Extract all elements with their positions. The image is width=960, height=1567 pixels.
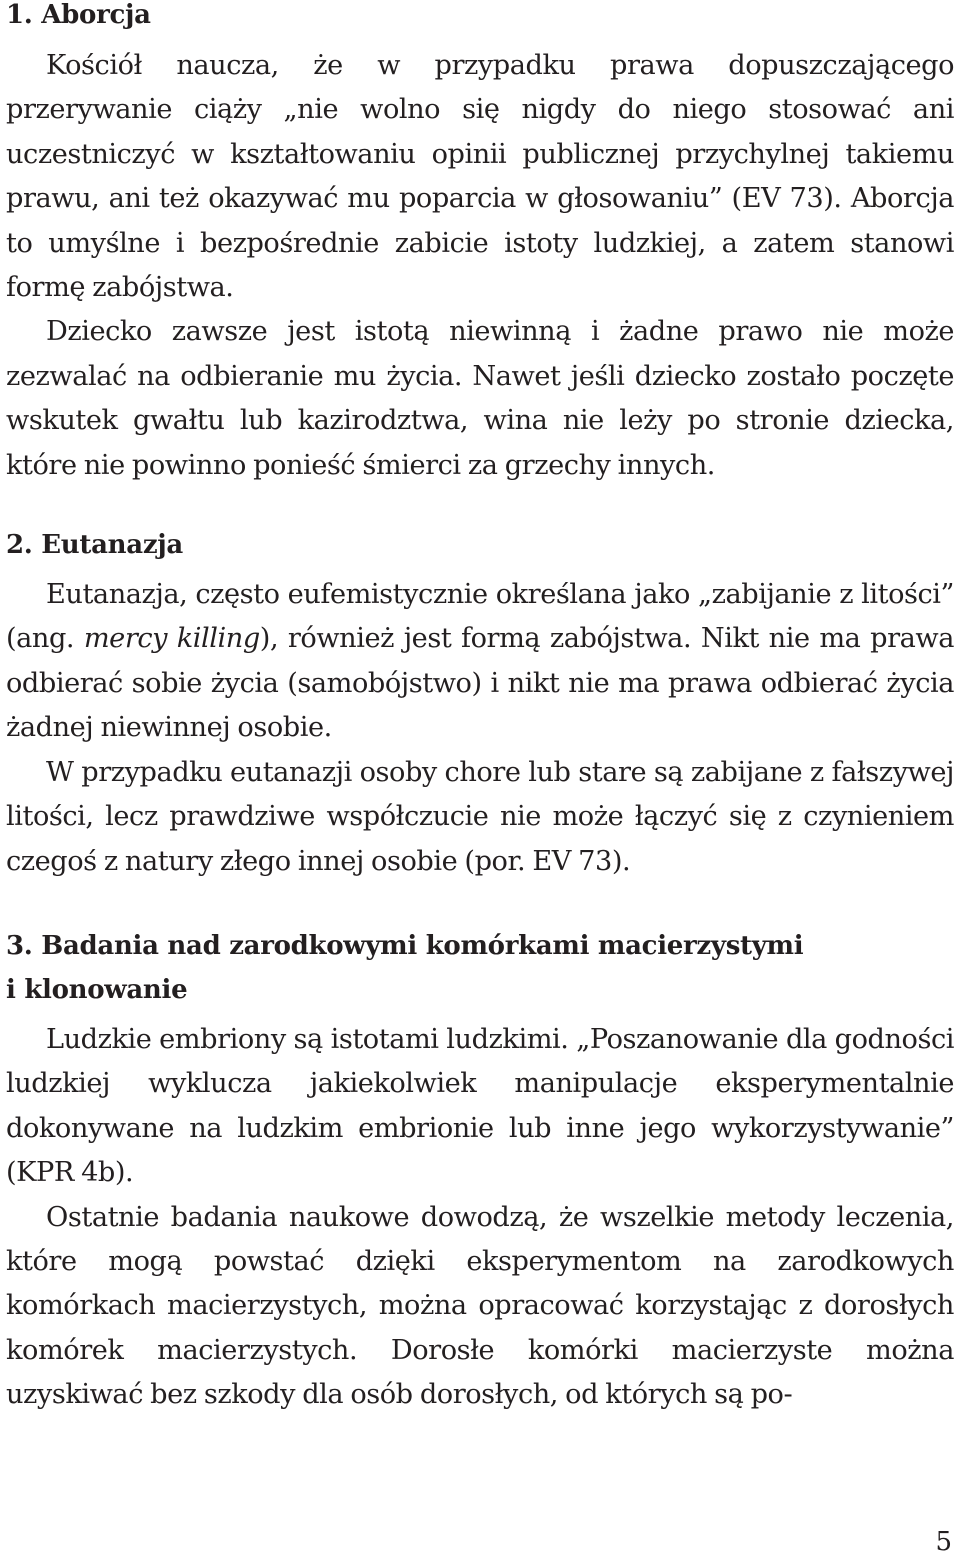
- paragraph-text: ), również jest formą zabójstwa. Nikt nie ma prawa odbierać sobie życia (samobójstwo) i nikt nie ma prawa odbierać życia żadnej niewinnej osobie.: [6, 623, 954, 744]
- italic-term: mercy killing: [83, 623, 260, 655]
- paragraph: Ostatnie badania naukowe dowodzą, że wszelkie metody leczenia, które mogą powstać dzięki eksperymentom na zarodkowych komórkach macierzystych, można opracować korzystając z dorosłych komórek macierzystych. Dorosłe komórki macierzyste można uzyskiwać bez szkody dla osób dorosłych, od których są po-: [6, 1201, 954, 1411]
- section-body-euthanasia: [6, 573, 954, 884]
- paragraph: Ludzkie embriony są istotami ludzkimi. „Poszanowanie dla godności ludzkiej wyklucza jakiekolwiek manipulacje eksperymentalnie dokonywane na ludzkim embrionie lub inne jego wykorzystywanie” (KPR 4b).: [6, 1023, 954, 1189]
- document-page: [6, 0, 954, 1418]
- paragraph: Kościół naucza, że w przypadku prawa dopuszczającego przerywanie ciąży „nie wolno się nigdy do niego stosować ani uczestniczyć w kształtowaniu opinii publicznej przychylnej takiemu prawu, ani też okazywać mu poparcia w głosowaniu” (EV 73). Aborcja to umyślne i bezpośrednie zabicie istoty ludzkiej, a zatem stanowi formę zabójstwa.: [6, 50, 954, 304]
- section-body-abortion: [6, 44, 954, 488]
- section-heading-stem-cells: [6, 924, 954, 1012]
- section-heading-abortion: 1. Aborcja: [6, 0, 151, 30]
- paragraph: [6, 573, 954, 751]
- paragraph-text: Eutanazja, często eufemistycznie określana jako „zabijanie z litości” (ang.: [6, 579, 954, 655]
- paragraph: Dziecko zawsze jest istotą niewinną i żadne prawo nie może zezwalać na odbieranie mu życia. Nawet jeśli dziecko zostało poczęte wskutek gwałtu lub kazirodztwa, wina nie leży po stronie dziecka, które nie powinno ponieść śmierci za grzechy innych.: [6, 316, 954, 481]
- section-body-stem-cells: [6, 1018, 954, 1418]
- heading-line: i klonowanie: [6, 974, 188, 1005]
- page-number: 5: [935, 1527, 952, 1557]
- heading-line: 3. Badania nad zarodkowymi komórkami macierzystymi: [6, 930, 804, 961]
- paragraph: W przypadku eutanazji osoby chore lub stare są zabijane z fałszywej litości, lecz prawdziwe współczucie nie może łączyć się z czynieniem czegoś z natury złego innej osobie (por. EV 73).: [6, 756, 954, 877]
- section-heading-euthanasia: 2. Eutanazja: [6, 530, 183, 561]
